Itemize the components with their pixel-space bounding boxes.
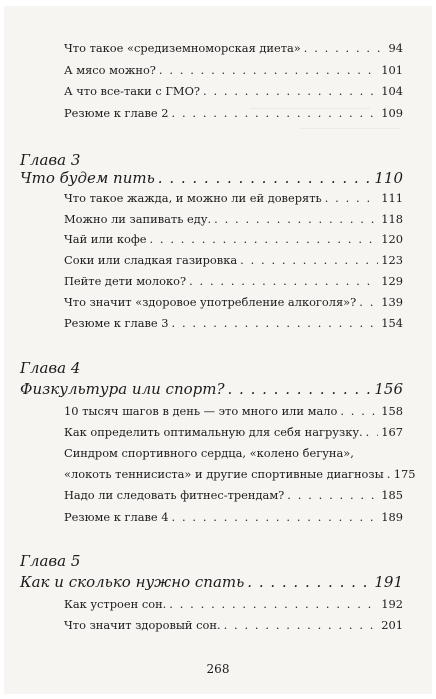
toc-leader — [189, 273, 378, 289]
chapter-title-text: Как и сколько нужно спать — [20, 573, 245, 591]
toc-entry[interactable] — [64, 231, 403, 247]
toc-entry-title: Резюме к главе 3 — [64, 316, 169, 330]
chapter-title[interactable] — [20, 380, 403, 398]
toc-entry-page: 104 — [381, 84, 403, 98]
toc-entry-page: 129 — [381, 274, 403, 288]
toc-leader — [387, 466, 391, 482]
toc-entry[interactable] — [64, 617, 403, 633]
toc-leader — [340, 403, 378, 419]
toc-entry-page: 175 — [393, 467, 416, 481]
chapter-title[interactable] — [20, 169, 403, 187]
toc-entry-page: 118 — [381, 212, 403, 226]
toc-leader — [172, 509, 379, 525]
toc-leader — [214, 211, 378, 227]
toc-entry[interactable] — [64, 596, 403, 612]
toc-entry-page: 154 — [381, 316, 403, 330]
chapter-title-page: 191 — [374, 573, 403, 591]
chapter-label: Глава 3 — [20, 151, 81, 169]
toc-entry[interactable] — [64, 509, 403, 525]
toc-entry[interactable] — [64, 190, 403, 206]
toc-entry[interactable] — [64, 211, 403, 227]
toc-leader — [224, 617, 379, 633]
toc-leader — [325, 190, 379, 206]
toc-leader — [247, 573, 371, 591]
toc-entry-page: 139 — [381, 295, 403, 309]
toc-entry-title: Что значит «здоровое употребление алкоголя»? — [64, 295, 357, 309]
toc-entry[interactable] — [64, 315, 403, 331]
toc-entry-title: Как определить оптимальную для себя нагрузку. — [64, 425, 363, 439]
toc-leader — [366, 424, 379, 440]
toc-leader — [158, 169, 372, 187]
toc-entry[interactable] — [64, 105, 403, 121]
toc-entry-page: 123 — [381, 253, 403, 267]
toc-entry[interactable] — [64, 62, 403, 78]
toc-entry-title: Что такое жажда, и можно ли ей доверять — [64, 191, 322, 205]
toc-entry-page: 111 — [381, 191, 403, 205]
toc-leader — [172, 105, 379, 121]
toc-entry-title: Надо ли следовать фитнес-трендам? — [64, 488, 285, 502]
toc-entry[interactable] — [64, 273, 403, 289]
toc-entry[interactable] — [64, 487, 403, 503]
chapter-title-text: Что будем пить — [20, 169, 155, 187]
toc-entry-page: 192 — [381, 597, 403, 611]
toc-entry[interactable] — [64, 294, 403, 310]
toc-entry-page: 101 — [381, 63, 403, 77]
chapter-title-page: 156 — [374, 380, 403, 398]
toc-leader — [287, 487, 378, 503]
toc-entry-page: 94 — [388, 41, 403, 55]
toc-leader — [172, 315, 379, 331]
toc-entry-title: Резюме к главе 4 — [64, 510, 169, 524]
toc-entry-title: Можно ли запивать еду. — [64, 212, 212, 226]
toc-leader — [240, 252, 378, 268]
toc-entry[interactable] — [64, 466, 416, 482]
chapter-title[interactable] — [20, 573, 403, 591]
toc-entry-title: Чай или кофе — [64, 232, 147, 246]
toc-entry[interactable] — [64, 83, 403, 99]
chapter-title-page: 110 — [374, 169, 403, 187]
toc-entry-title: А что все-таки с ГМО? — [64, 84, 201, 98]
toc-entry-title: Пейте дети молоко? — [64, 274, 187, 288]
toc-entry-title: 10 тысяч шагов в день — это много или мало — [64, 404, 338, 418]
toc-entry-title: Как устроен сон. — [64, 597, 167, 611]
toc-entry[interactable] — [64, 40, 403, 56]
toc-entry[interactable] — [64, 403, 403, 419]
toc-entry-page: 201 — [381, 618, 403, 632]
toc-entry-page: 109 — [381, 106, 403, 120]
toc-leader — [359, 294, 378, 310]
chapter-label: Глава 5 — [20, 552, 81, 570]
toc-entry-title: Соки или сладкая газировка — [64, 253, 238, 267]
chapter-title-text: Физкультура или спорт? — [20, 380, 225, 398]
toc-leader — [149, 231, 378, 247]
toc-entry-title: «локоть теннисиста» и другие спортивные диагнозы — [64, 467, 384, 481]
chapter-label: Глава 4 — [20, 359, 81, 377]
toc-leader — [304, 40, 386, 56]
toc-leader — [159, 62, 378, 78]
toc-entry-page: 189 — [381, 510, 403, 524]
toc-leader — [169, 596, 378, 612]
toc-entry[interactable] — [64, 252, 403, 268]
toc-leader — [203, 83, 378, 99]
toc-entry[interactable] — [64, 424, 403, 440]
page-number: 268 — [206, 662, 230, 676]
toc-entry-title: Что такое «средиземноморская диета» — [64, 41, 301, 55]
toc-entry-page: 167 — [381, 425, 403, 439]
toc-entry-page: 120 — [381, 232, 403, 246]
toc-entry-title: Синдром спортивного сердца, «колено бегуна», — [64, 446, 354, 460]
toc-leader — [228, 380, 372, 398]
toc-entry-title: Что значит здоровый сон. — [64, 618, 221, 632]
toc-entry[interactable] — [64, 445, 403, 461]
toc-entry-page: 185 — [381, 488, 403, 502]
toc-entry-title: А мясо можно? — [64, 63, 156, 77]
toc-entry-page: 158 — [381, 404, 403, 418]
toc-entry-title: Резюме к главе 2 — [64, 106, 169, 120]
